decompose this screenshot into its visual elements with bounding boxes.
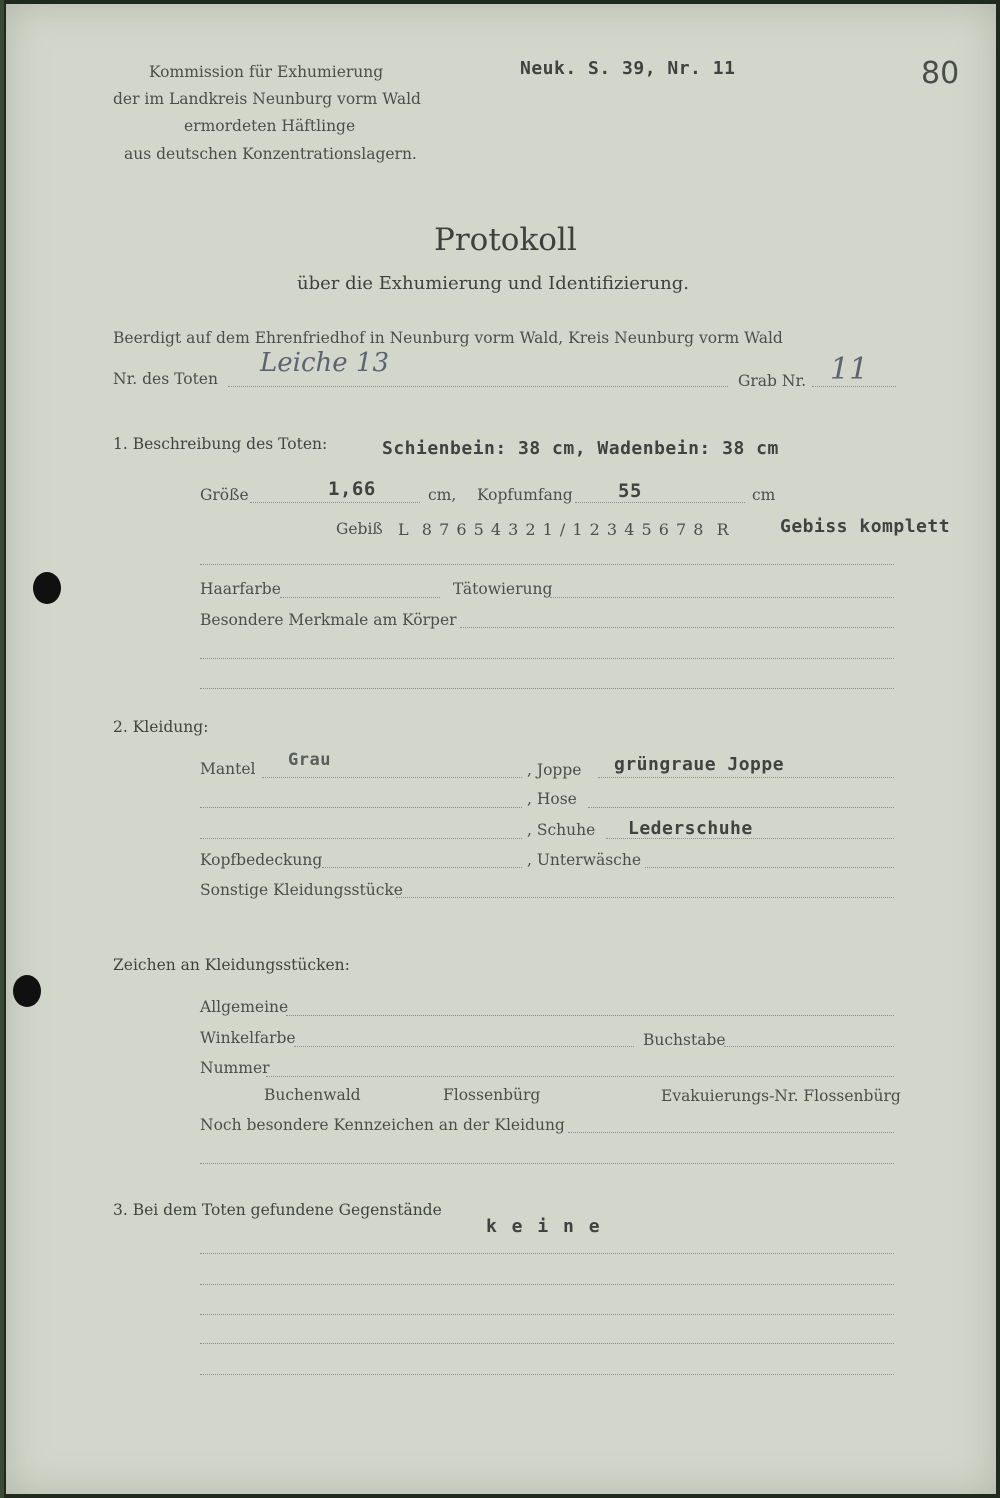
- letter-line: [724, 1046, 894, 1047]
- tattoo-line: [550, 597, 894, 598]
- flossenburg-label: Flossenbürg: [443, 1086, 541, 1104]
- letter-label: Buchstabe: [643, 1031, 726, 1049]
- body-marks-line-3: [200, 688, 894, 689]
- found-items-value: k e i n e: [486, 1216, 602, 1237]
- underwear-label: , Unterwäsche: [527, 851, 642, 869]
- general-label: Allgemeine: [200, 998, 289, 1016]
- dead-number-line: [228, 386, 728, 387]
- headwear-line: [322, 867, 522, 868]
- section-3-heading: 3. Bei dem Toten gefundene Gegenstände: [113, 1201, 442, 1219]
- body-marks-line-2: [200, 658, 894, 659]
- found-items-line-2: [200, 1284, 894, 1285]
- shoes-value: Lederschuhe: [628, 818, 753, 839]
- general-line: [286, 1015, 894, 1016]
- org-line-4: aus deutschen Konzentrationslagern.: [124, 145, 417, 163]
- height-value: 1,66: [328, 478, 376, 500]
- found-items-line-4: [200, 1343, 894, 1344]
- head-circumference-label: Kopfumfang: [477, 486, 573, 504]
- hair-color-label: Haarfarbe: [200, 580, 281, 598]
- jacket-label: , Joppe: [527, 761, 582, 779]
- jacket-line: [598, 777, 894, 778]
- section-1-heading: 1. Beschreibung des Toten:: [113, 435, 328, 453]
- document-subtitle: über die Exhumierung und Identifizierung.: [297, 273, 689, 294]
- punch-hole-icon: [13, 975, 41, 1007]
- shoes-label: , Schuhe: [527, 821, 596, 839]
- trousers-line: [588, 807, 894, 808]
- section-2-heading: 2. Kleidung:: [113, 718, 209, 736]
- triangle-color-line: [294, 1046, 634, 1047]
- page-edge: [0, 0, 4, 1498]
- other-clothing-line: [396, 897, 894, 898]
- org-line-2: der im Landkreis Neunburg vorm Wald: [113, 90, 421, 108]
- document-title: Protokoll: [434, 222, 577, 258]
- found-items-line-5: [200, 1374, 894, 1375]
- coat-label: Mantel: [200, 760, 256, 778]
- teeth-value: Gebiss komplett: [780, 516, 951, 537]
- height-label: Größe: [200, 486, 249, 504]
- coat-extra-line: [200, 807, 522, 808]
- triangle-color-label: Winkelfarbe: [200, 1029, 296, 1047]
- marks-heading: Zeichen an Kleidungsstücken:: [113, 956, 350, 974]
- buchenwald-label: Buchenwald: [264, 1086, 361, 1104]
- grave-number-value: 11: [830, 352, 869, 387]
- special-marks-line-1: [568, 1132, 894, 1133]
- coat-extra-line-2: [200, 838, 522, 839]
- number-line: [266, 1076, 894, 1077]
- underwear-line: [645, 867, 894, 868]
- height-line: [250, 502, 420, 503]
- teeth-scheme: L 8 7 6 5 4 3 2 1 / 1 2 3 4 5 6 7 8 R: [398, 520, 730, 539]
- punch-hole-icon: [33, 572, 61, 604]
- coat-line: [262, 777, 522, 778]
- grave-number-label: Grab Nr.: [738, 372, 807, 390]
- headwear-label: Kopfbedeckung: [200, 851, 323, 869]
- tattoo-label: Tätowierung: [453, 580, 553, 598]
- org-line-3: ermordeten Häftlinge: [184, 117, 356, 135]
- special-marks-line-2: [200, 1163, 894, 1164]
- body-marks-line-1: [460, 627, 894, 628]
- dead-number-value: Leiche 13: [260, 348, 390, 378]
- body-marks-label: Besondere Merkmale am Körper: [200, 611, 457, 629]
- head-circumference-line: [575, 502, 745, 503]
- jacket-value: grüngraue Joppe: [614, 754, 785, 775]
- page-number: 80: [921, 56, 960, 91]
- number-label: Nummer: [200, 1059, 270, 1077]
- hair-color-line: [280, 597, 440, 598]
- evacuation-number-label: Evakuierungs-Nr. Flossenbürg: [661, 1087, 901, 1105]
- other-clothing-label: Sonstige Kleidungsstücke: [200, 881, 403, 899]
- found-items-line-3: [200, 1314, 894, 1315]
- height-unit: cm,: [428, 486, 457, 504]
- special-marks-label: Noch besondere Kennzeichen an der Kleidung: [200, 1116, 565, 1134]
- head-circumference-unit: cm: [752, 486, 776, 504]
- org-line-1: Kommission für Exhumierung: [149, 63, 384, 81]
- trousers-label: , Hose: [527, 790, 577, 808]
- teeth-label: Gebiß: [336, 520, 383, 538]
- description-value: Schienbein: 38 cm, Wadenbein: 38 cm: [382, 438, 779, 459]
- coat-value: Grau: [288, 750, 331, 770]
- head-circumference-value: 55: [618, 480, 642, 502]
- teeth-extra-line: [200, 564, 894, 565]
- reference-number: Neuk. S. 39, Nr. 11: [520, 58, 736, 79]
- dead-number-label: Nr. des Toten: [113, 370, 218, 388]
- found-items-line-1: [200, 1253, 894, 1254]
- burial-text: Beerdigt auf dem Ehrenfriedhof in Neunburg vorm Wald, Kreis Neunburg vorm Wald: [113, 329, 783, 347]
